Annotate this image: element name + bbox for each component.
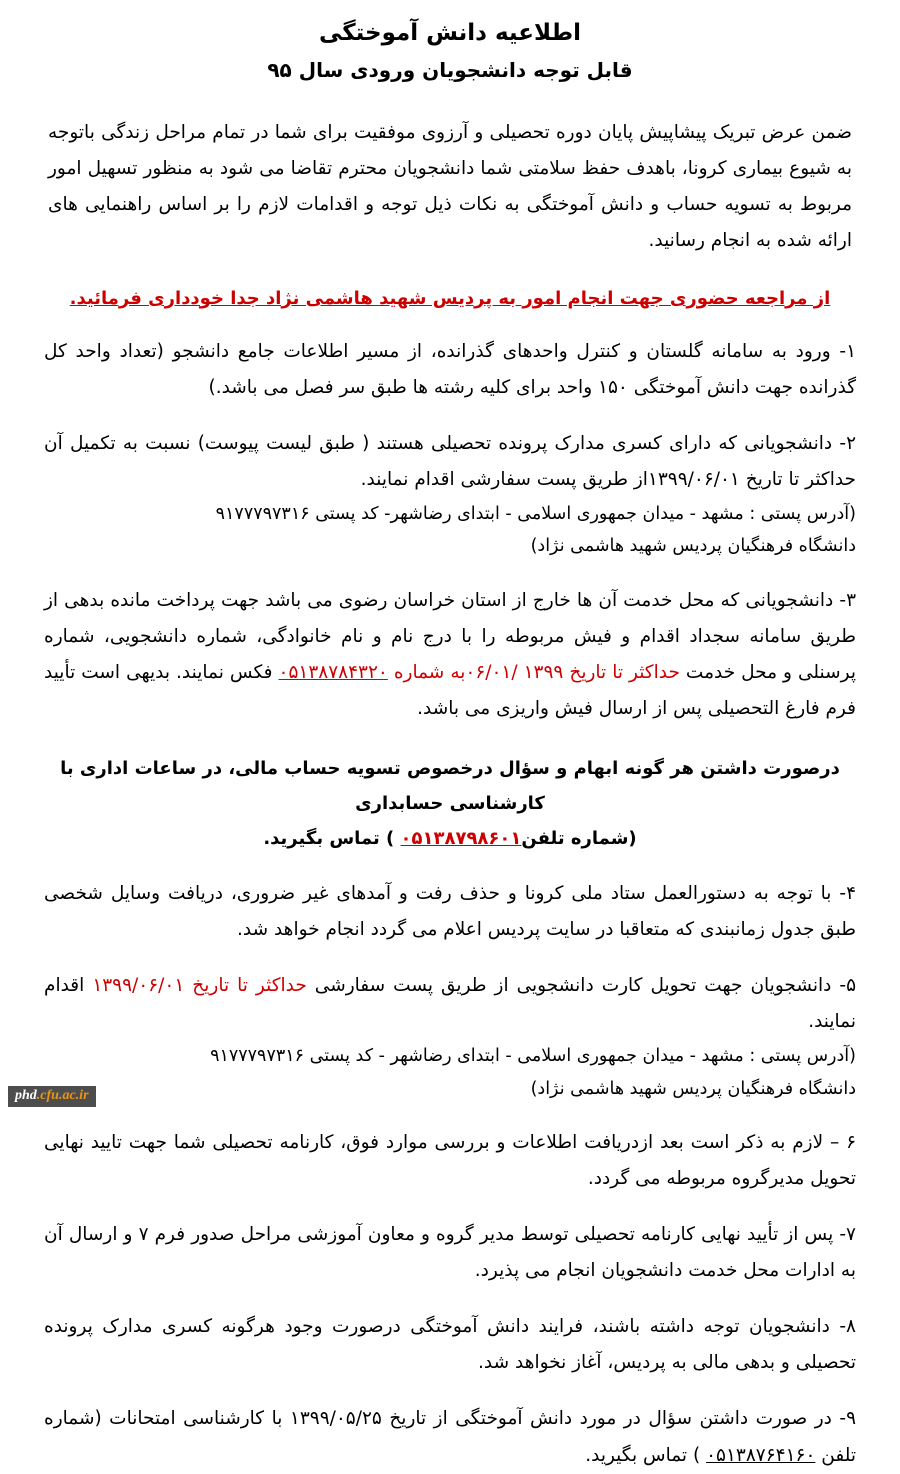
deadline-date: حداکثر تا تاریخ ۱۳۹۹ /۰۶/۰۱به شماره (387, 661, 680, 683)
item-text: دانشجویان توجه داشته باشند، فرایند دانش آموختگی درصورت وجود هرگونه کسری مدارک پرونده تحصیلی و بدهی مالی به پردیس، آغاز نخواهد شد. (44, 1316, 856, 1374)
list-item (44, 1125, 856, 1197)
fax-number: ۰۵۱۳۸۷۸۴۳۲۰ (278, 661, 388, 683)
item-text: با توجه به دستورالعمل ستاد ملی کرونا و حذف رفت و آمدهای غیر ضروری، دریافت وسایل شخصی طبق جدول زمانبندی که متعاقبا در سایت پردیس اعلام می گردد انجام خواهد شد. (44, 883, 856, 941)
warning-notice: از مراجعه حضوری جهت انجام امور به پردیس شهید هاشمی نژاد جدا خودداری فرمائید. (69, 287, 831, 309)
list-item (44, 968, 856, 1105)
item-number: ۷- (839, 1224, 856, 1246)
intro-paragraph: ضمن عرض تبریک پیشاپیش پایان دوره تحصیلی و آرزوی موفقیت برای شما در تمام مراحل زندگی باتوجه به شیوع بیماری کرونا، باهدف حفظ سلامتی شما دانشجویان محترم تقاضا می شود به منظور تسهیل امور مربوط به تسویه حساب و دانش آموختگی به نکات ذیل توجه و اقدامات لازم را بر اساس راهنمایی های ارائه شده به انجام رسانید. (48, 121, 852, 251)
list-item (44, 876, 856, 948)
list-item (44, 334, 856, 406)
accounting-phone-prefix: (شماره تلفن (521, 827, 637, 849)
site-watermark (8, 1086, 96, 1107)
watermark-primary: phd (15, 1088, 37, 1103)
item-text-part-2: فکس نمایند. بدیهی است تأیید فرم فارغ التحصیلی پس از ارسال فیش واریزی می باشد. (44, 661, 856, 719)
list-item (44, 426, 856, 563)
list-item (44, 1309, 856, 1381)
item-text-part-1: دانشجویانی که محل خدمت آن ها خارج از استان خراسان رضوی می باشد جهت پرداخت مانده بدهی از طریق سامانه سجداد اقدام و فیش مربوطه را با درج نام و نام خانوادگی، شماره دانشجویی، شماره پرسنلی و محل خدمت (44, 589, 856, 683)
postal-address-line-1: (آدرس پستی : مشهد - میدان جمهوری اسلامی - ابتدای رضاشهر - کد پستی ۹۱۷۷۷۹۷۳۱۶ (210, 1046, 856, 1067)
accounting-phone-number: ۰۵۱۳۸۷۹۸۶۰۱ (400, 827, 522, 849)
postal-address-line-2: دانشگاه فرهنگیان پردیس شهید هاشمی نژاد) (530, 1078, 856, 1099)
accounting-phone-suffix: ) تماس بگیرید. (263, 827, 401, 849)
item-text: دانشجویانی که دارای کسری مدارک پرونده تحصیلی هستند ( طبق لیست پیوست) نسبت به تکمیل آن حداکثر تا تاریخ ۱۳۹۹/۰۶/۰۱از طریق پست سفارشی اقدام نمایند. (44, 432, 856, 490)
accounting-note-line-1: درصورت داشتن هر گونه ابهام و سؤال درخصوص تسویه حساب مالی، در ساعات اداری با کارشناسی حسابداری (60, 757, 840, 814)
page-title: اطلاعیه دانش آموختگی (318, 20, 582, 46)
postal-address-line-2: دانشگاه فرهنگیان پردیس شهید هاشمی نژاد) (530, 536, 856, 557)
item-number: ۲- (839, 432, 856, 454)
list-item (44, 1217, 856, 1289)
item-number: ۴- (839, 883, 856, 905)
item-text: لازم به ذکر است بعد ازدریافت اطلاعات و بررسی موارد فوق، کارنامه تحصیلی شما جهت تایید نهایی تحویل مدیرگروه مربوطه می گردد. (44, 1132, 856, 1190)
list-item (44, 583, 856, 727)
item-text-part-2: اقدام نمایند. (44, 975, 856, 1033)
item-text: پس از تأیید نهایی کارنامه تحصیلی توسط مدیر گروه و معاون آموزشی مراحل صدور فرم ۷ و ارسال آن به ادارات محل خدمت دانشجویان انجام می پذیرد. (44, 1224, 856, 1282)
accounting-note (60, 751, 840, 856)
item-text-part-1: دانشجویان جهت تحویل کارت دانشجویی از طریق پست سفارشی (306, 975, 832, 997)
item-text-part-2: ) تماس بگیرید. (585, 1444, 701, 1466)
item-text-part-1: در صورت داشتن سؤال در مورد دانش آموختگی از تاریخ ۱۳۹۹/۰۵/۲۵ با کارشناسی امتحانات (شماره تلفن (44, 1408, 856, 1466)
item-number: ۶ – (829, 1132, 857, 1154)
page-subtitle: قابل توجه دانشجویان ورودی سال ۹۵ (267, 57, 633, 82)
postal-address-line-1: (آدرس پستی : مشهد - میدان جمهوری اسلامی - ابتدای رضاشهر- کد پستی ۹۱۷۷۷۹۷۳۱۶ (215, 503, 856, 524)
item-number: ۱- (839, 340, 856, 362)
item-number: ۹- (839, 1408, 856, 1430)
deadline-date: حداکثر تا تاریخ ۱۳۹۹/۰۶/۰۱ (92, 975, 307, 997)
item-number: ۳- (839, 589, 856, 611)
list-item (44, 1401, 856, 1473)
watermark-secondary: .cfu.ac.ir (36, 1088, 89, 1103)
item-number: ۵- (839, 975, 856, 997)
item-number: ۸- (839, 1316, 856, 1338)
item-text: ورود به سامانه گلستان و کنترل واحدهای گذرانده، از مسیر اطلاعات جامع دانشجو (تعداد واحد کل گذرانده جهت دانش آموختگی ۱۵۰ واحد برای کلیه رشته ها طبق سر فصل می باشد.) (44, 340, 856, 398)
exams-phone-number: ۰۵۱۳۸۷۶۴۱۶۰ (706, 1444, 816, 1466)
